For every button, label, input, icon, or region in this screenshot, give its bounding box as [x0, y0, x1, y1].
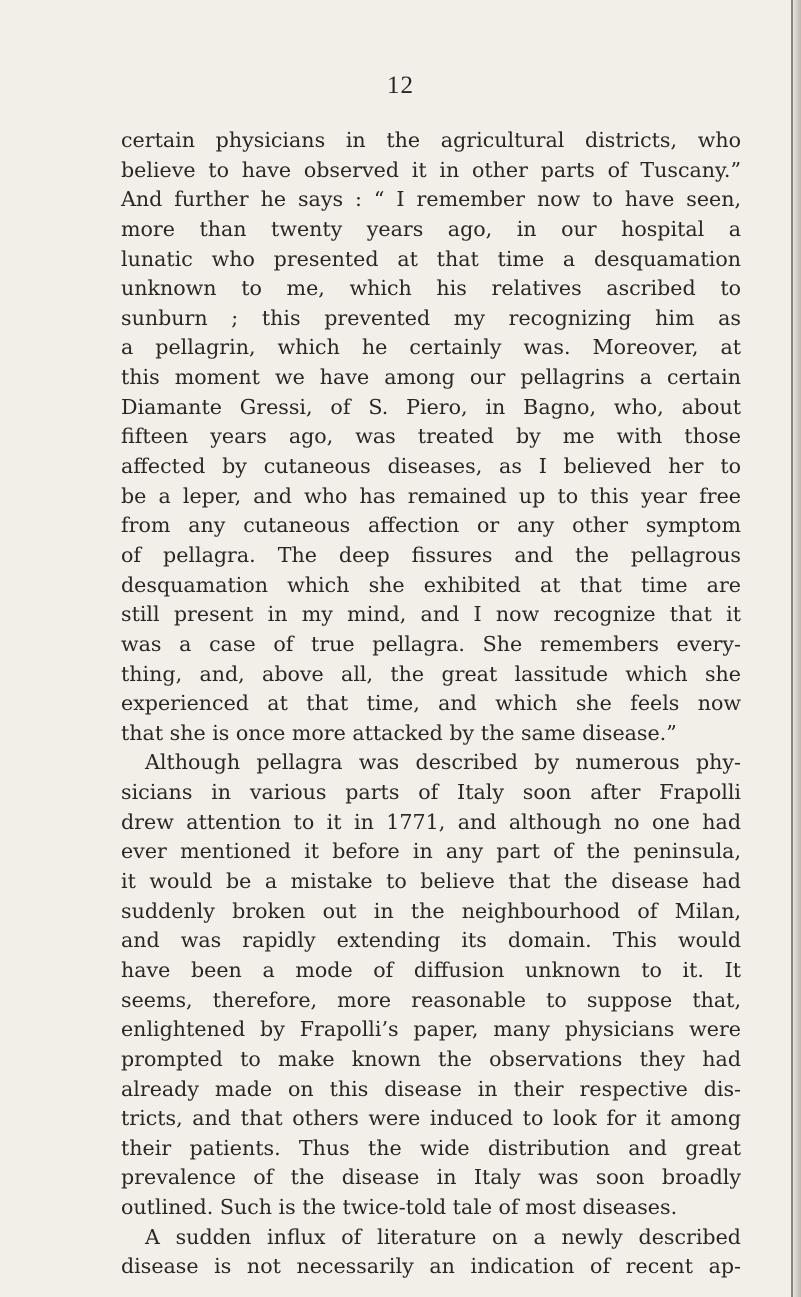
text-line-paragraph-end: outlined. Such is the twice-told tale of most diseases.	[121, 1195, 678, 1220]
page-edge-line	[791, 0, 793, 1297]
text-line: prevalence of the disease in Italy was soon broadly	[121, 1165, 741, 1190]
text-line: be a leper, and who has remained up to this year free	[121, 483, 741, 508]
text-line: fifteen years ago, was treated by me with those	[121, 424, 741, 449]
text-line: certain physicians in the agricultural districts, who	[121, 128, 741, 152]
text-line: enlightened by Frapolli’s paper, many physicians were	[121, 1017, 741, 1042]
text-line: it would be a mistake to believe that the disease had	[121, 869, 741, 894]
text-line: suddenly broken out in the neighbourhood of Milan,	[121, 898, 741, 923]
text-line: sunburn ; this prevented my recognizing him as	[121, 305, 741, 330]
text-line: from any cutaneous affection or any other symptom	[121, 513, 741, 538]
text-line: this moment we have among our pellagrins a certain	[121, 365, 741, 390]
text-line: disease is not necessarily an indication of recent ap-	[121, 1254, 741, 1279]
text-line-paragraph-start: Although pellagra was described by numerous phy-	[145, 750, 741, 775]
text-line: was a case of true pellagra. She remembers every-	[121, 631, 741, 656]
text-line: and was rapidly extending its domain. This would	[121, 928, 741, 953]
text-line: desquamation which she exhibited at that time are	[121, 572, 741, 597]
text-line-paragraph-end: that she is once more attacked by the same disease.”	[121, 720, 677, 745]
text-line: of pellagra. The deep fissures and the pellagrous	[121, 542, 741, 567]
text-line: more than twenty years ago, in our hospital a	[121, 216, 741, 241]
body-text	[121, 126, 741, 1282]
text-line: thing, and, above all, the great lassitude which she	[121, 661, 741, 686]
text-line: affected by cutaneous diseases, as I believed her to	[121, 454, 741, 479]
text-line: still present in my mind, and I now recognize that it	[121, 602, 741, 627]
text-line: a pellagrin, which he certainly was. Moreover, at	[121, 335, 741, 360]
text-line: their patients. Thus the wide distribution and great	[121, 1135, 741, 1160]
text-line: And further he says : “ I remember now to have seen,	[121, 187, 741, 212]
text-line: prompted to make known the observations they had	[121, 1046, 741, 1071]
text-line: ever mentioned it before in any part of the peninsula,	[121, 839, 741, 864]
text-line: unknown to me, which his relatives ascribed to	[121, 276, 741, 301]
text-line: tricts, and that others were induced to look for it among	[121, 1106, 741, 1131]
text-line-paragraph-start: A sudden influx of literature on a newly described	[145, 1224, 741, 1249]
text-line: experienced at that time, and which she feels now	[121, 691, 741, 716]
text-line: sicians in various parts of Italy soon after Frapolli	[121, 780, 741, 805]
text-line: lunatic who presented at that time a desquamation	[121, 246, 741, 271]
text-line: have been a mode of diffusion unknown to it. It	[121, 957, 741, 982]
page-number: 12	[387, 72, 414, 99]
text-line: drew attention to it in 1771, and although no one had	[121, 809, 741, 834]
text-line: seems, therefore, more reasonable to suppose that,	[121, 987, 741, 1012]
text-line: already made on this disease in their respective dis-	[121, 1076, 741, 1101]
text-line: Diamante Gressi, of S. Piero, in Bagno, who, about	[121, 394, 741, 419]
text-line: believe to have observed it in other parts of Tuscany.”	[121, 157, 741, 182]
